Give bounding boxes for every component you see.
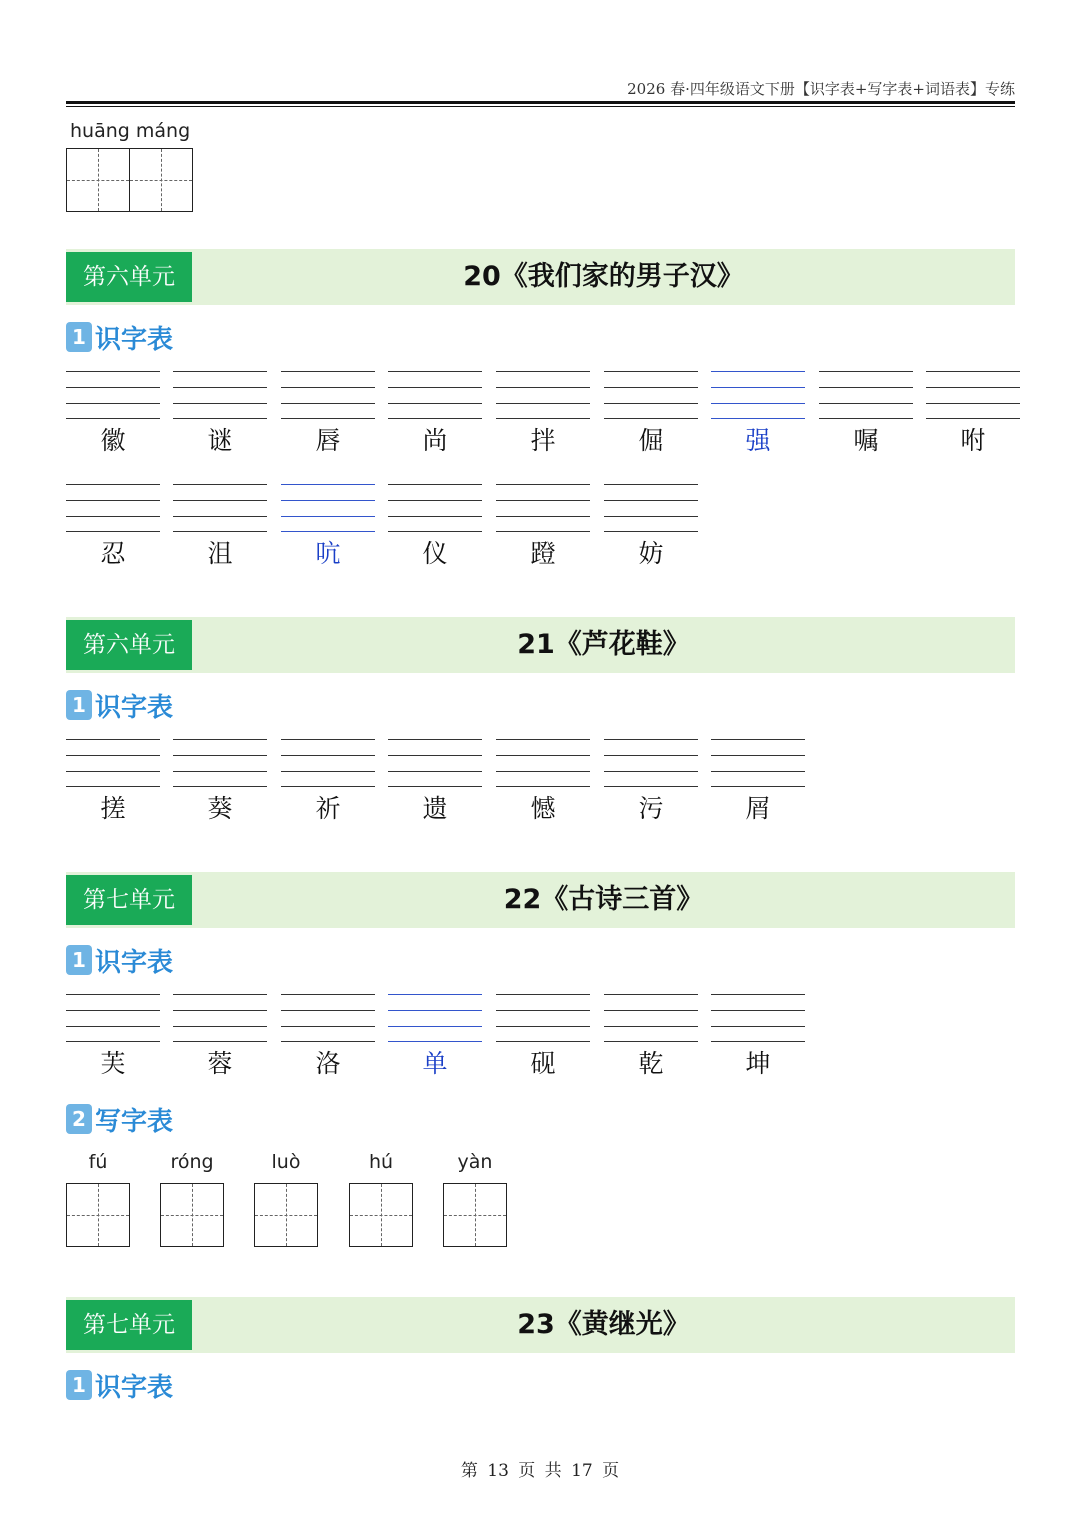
table-label — [66, 317, 1015, 357]
pinyin-writing-lines[interactable] — [604, 994, 698, 1042]
table-name: 写字表 — [95, 1106, 174, 1137]
pinyin-writing-lines[interactable] — [388, 994, 482, 1042]
pinyin: hú — [368, 1151, 394, 1173]
pinyin-writing-lines[interactable] — [496, 739, 590, 787]
unit-bar — [66, 1297, 1015, 1353]
pinyin-writing-lines[interactable] — [173, 994, 267, 1042]
char-cell[interactable] — [66, 470, 160, 583]
number-badge: 1 — [66, 945, 92, 975]
writing-grid[interactable] — [443, 1183, 507, 1247]
lesson-section-23 — [66, 1297, 1015, 1405]
char-cell[interactable] — [173, 357, 267, 470]
char-cell[interactable] — [496, 980, 590, 1093]
char-cell[interactable] — [604, 470, 698, 583]
char-row — [66, 357, 1015, 470]
unit-bar — [66, 617, 1015, 673]
unit-tag: 第六单元 — [66, 252, 192, 302]
char: 蹬 — [530, 539, 556, 568]
char-cell[interactable] — [711, 725, 805, 838]
char-cell[interactable] — [711, 980, 805, 1093]
pinyin-writing-lines[interactable] — [281, 371, 375, 419]
char-cell-highlighted[interactable] — [388, 980, 482, 1093]
pinyin-writing-lines[interactable] — [711, 371, 805, 419]
char: 拌 — [530, 426, 556, 455]
table-name: 识字表 — [95, 1372, 174, 1403]
writing-cell — [160, 1149, 224, 1249]
table-label — [66, 940, 1015, 980]
pinyin-writing-lines[interactable] — [173, 739, 267, 787]
char: 单 — [422, 1049, 448, 1078]
pinyin-writing-lines[interactable] — [604, 371, 698, 419]
char: 蓉 — [207, 1049, 233, 1078]
number-badge: 1 — [66, 1370, 92, 1400]
writing-grid[interactable] — [254, 1183, 318, 1247]
unit-tag: 第六单元 — [66, 620, 192, 670]
char-cell[interactable] — [66, 357, 160, 470]
char: 祈 — [315, 794, 341, 823]
pinyin-writing-lines[interactable] — [281, 994, 375, 1042]
header-rule — [66, 101, 1015, 104]
top-word-pinyin: huāng máng — [70, 120, 191, 142]
lesson-title: 21《芦花鞋》 — [517, 629, 690, 660]
pinyin-writing-lines[interactable] — [388, 739, 482, 787]
table-label — [66, 1099, 1015, 1139]
char-cell[interactable] — [604, 357, 698, 470]
header-rule-thin — [66, 106, 1015, 107]
pinyin-writing-lines[interactable] — [173, 371, 267, 419]
unit-tag: 第七单元 — [66, 875, 192, 925]
unit-bar — [66, 872, 1015, 928]
char: 徽 — [100, 426, 126, 455]
lesson-section-21 — [66, 617, 1015, 838]
unit-tag: 第七单元 — [66, 1300, 192, 1350]
page-header: 2026 春·四年级语文下册【识字表+写字表+词语表】专练 — [627, 80, 1015, 98]
char-cell[interactable] — [496, 357, 590, 470]
pinyin-writing-lines[interactable] — [173, 484, 267, 532]
pinyin-writing-lines[interactable] — [604, 739, 698, 787]
char: 强 — [745, 426, 771, 455]
char: 洛 — [315, 1049, 341, 1078]
char: 咐 — [960, 426, 986, 455]
table-name: 识字表 — [95, 947, 174, 978]
char-cell[interactable] — [388, 725, 482, 838]
char: 遗 — [422, 794, 448, 823]
pinyin-writing-lines[interactable] — [388, 484, 482, 532]
char: 砚 — [530, 1049, 556, 1078]
pinyin: róng — [170, 1151, 214, 1173]
writing-cell — [443, 1149, 507, 1249]
char-row — [66, 470, 1015, 583]
pinyin-writing-lines[interactable] — [281, 484, 375, 532]
char: 沮 — [207, 539, 233, 568]
pinyin-writing-lines[interactable] — [66, 739, 160, 787]
pinyin-writing-lines[interactable] — [496, 484, 590, 532]
char-cell[interactable] — [496, 725, 590, 838]
table-label — [66, 1365, 1015, 1405]
pinyin-writing-lines[interactable] — [66, 371, 160, 419]
char-cell[interactable] — [388, 357, 482, 470]
writing-grid[interactable] — [66, 1183, 130, 1247]
writing-cell — [254, 1149, 318, 1249]
pinyin: yàn — [457, 1151, 493, 1173]
char: 芙 — [100, 1049, 126, 1078]
char: 屑 — [745, 794, 771, 823]
char-cell[interactable] — [281, 725, 375, 838]
char: 妨 — [638, 539, 664, 568]
lesson-section-22 — [66, 872, 1015, 1249]
char: 污 — [638, 794, 664, 823]
char: 嘱 — [853, 426, 879, 455]
char-cell[interactable] — [604, 725, 698, 838]
char: 坤 — [745, 1049, 771, 1078]
writing-cell — [66, 1149, 130, 1249]
char-row — [66, 980, 1015, 1093]
char: 忍 — [100, 539, 126, 568]
writing-grid[interactable] — [66, 148, 130, 212]
char: 唇 — [315, 426, 341, 455]
char: 倔 — [638, 426, 664, 455]
char: 乾 — [638, 1049, 664, 1078]
writing-cell — [349, 1149, 413, 1249]
char-cell[interactable] — [819, 357, 913, 470]
pinyin-writing-lines[interactable] — [496, 371, 590, 419]
pinyin-writing-lines[interactable] — [496, 994, 590, 1042]
number-badge: 2 — [66, 1104, 92, 1134]
pinyin: luò — [271, 1151, 301, 1173]
pinyin-writing-lines[interactable] — [388, 371, 482, 419]
char-cell-highlighted[interactable] — [281, 470, 375, 583]
char-cell[interactable] — [281, 357, 375, 470]
char: 吭 — [315, 539, 341, 568]
pinyin-writing-lines[interactable] — [926, 371, 1020, 419]
char: 憾 — [530, 794, 556, 823]
char: 搓 — [100, 794, 126, 823]
page-footer: 第 13 页 共 17 页 — [460, 1461, 620, 1481]
writing-row — [66, 1149, 1015, 1249]
char: 尚 — [422, 426, 448, 455]
char: 仪 — [422, 539, 448, 568]
unit-bar — [66, 249, 1015, 305]
table-label — [66, 685, 1015, 725]
lesson-title: 20《我们家的男子汉》 — [463, 261, 744, 292]
char-row — [66, 725, 1015, 838]
number-badge: 1 — [66, 690, 92, 720]
char-cell[interactable] — [926, 357, 1020, 470]
table-name: 识字表 — [95, 324, 174, 355]
writing-grid[interactable] — [349, 1183, 413, 1247]
lesson-title: 22《古诗三首》 — [503, 884, 704, 915]
char: 谜 — [207, 426, 233, 455]
lesson-title: 23《黄继光》 — [517, 1309, 690, 1340]
pinyin-writing-lines[interactable] — [711, 739, 805, 787]
pinyin-writing-lines[interactable] — [66, 994, 160, 1042]
char-cell[interactable] — [281, 980, 375, 1093]
char-cell[interactable] — [496, 470, 590, 583]
writing-grid[interactable] — [160, 1183, 224, 1247]
table-name: 识字表 — [95, 692, 174, 723]
number-badge: 1 — [66, 322, 92, 352]
char-cell[interactable] — [388, 470, 482, 583]
char-cell[interactable] — [173, 980, 267, 1093]
char: 葵 — [207, 794, 233, 823]
char-cell[interactable] — [604, 980, 698, 1093]
char-cell-highlighted[interactable] — [711, 357, 805, 470]
lesson-section-20 — [66, 249, 1015, 583]
pinyin-writing-lines[interactable] — [604, 484, 698, 532]
top-word — [66, 118, 196, 214]
char-cell[interactable] — [173, 470, 267, 583]
pinyin-writing-lines[interactable] — [711, 994, 805, 1042]
pinyin-writing-lines[interactable] — [66, 484, 160, 532]
pinyin-writing-lines[interactable] — [819, 371, 913, 419]
char-cell[interactable] — [66, 980, 160, 1093]
char-cell[interactable] — [173, 725, 267, 838]
writing-grid[interactable] — [129, 148, 193, 212]
pinyin: fú — [88, 1151, 108, 1173]
char-cell[interactable] — [66, 725, 160, 838]
pinyin-writing-lines[interactable] — [281, 739, 375, 787]
